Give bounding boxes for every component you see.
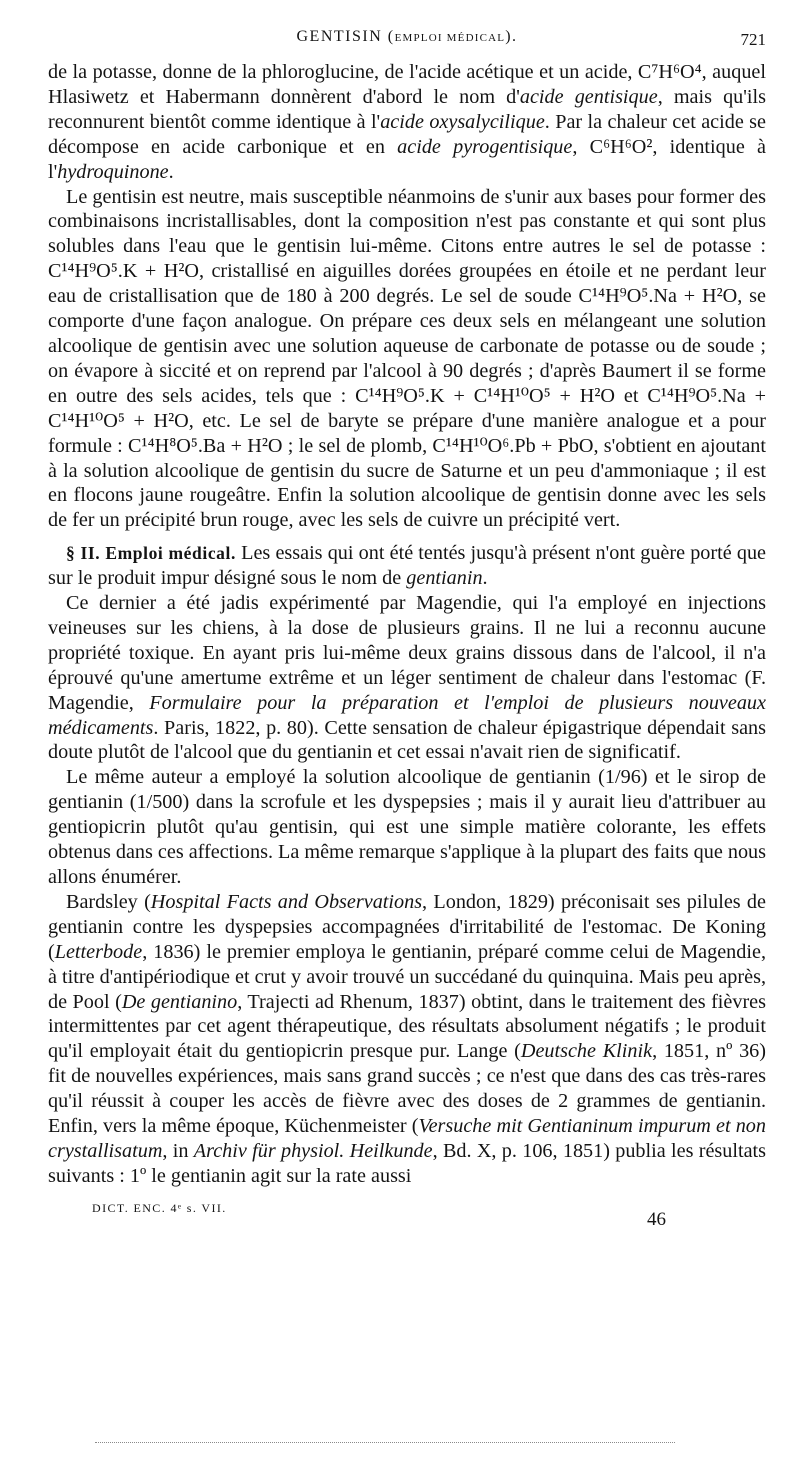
italic-term: hydroquinone xyxy=(57,160,169,183)
text-run: , Bd. X, p. 106, 1851) publia les résultats suivants : 1º le gentianin agit sur la rate aussi xyxy=(48,1139,766,1187)
text-run: , Trajecti ad Rhenum, 1837) obtint, dans le traitement des fièvres intermittentes par cet agent thérapeutique, des résultats absolument négatifs ; le produit qu'il employait était du gentiopicrin presque pur. Lange ( xyxy=(48,990,766,1063)
text-run: , C⁶H⁶O², identique à l' xyxy=(48,135,766,183)
paragraph-acid-decomposition xyxy=(48,60,766,185)
signature-mark: DICT. ENC. 4ᵉ s. VII. xyxy=(92,1200,227,1215)
italic-term: acide pyrogentisique xyxy=(397,135,573,158)
paragraph-bardsley xyxy=(48,890,766,1189)
running-head xyxy=(48,28,766,46)
italic-citation: De gentianino xyxy=(121,990,238,1013)
text-run: . xyxy=(168,160,174,183)
section-gap xyxy=(48,533,766,541)
italic-term: acide oxysalycilique xyxy=(380,110,545,133)
page-footer xyxy=(48,1199,766,1235)
text-run: de la potasse, donne de la phloroglucine, de l'acide acétique et un acide, C⁷H⁶O⁴, auquel Hlasiwetz et Habermann donnèrent d'abord le nom d' xyxy=(48,61,766,108)
italic-citation: Letterbode xyxy=(54,940,143,963)
italic-citation: Versuche mit Gentianinum impurum et non crystallisatum xyxy=(48,1115,766,1162)
text-run: Les essais qui ont été tentés jusqu'à présent n'ont guère porté que sur le produit impur désigné sous le nom de xyxy=(48,542,766,590)
running-head-close: ). xyxy=(505,28,518,45)
paragraph-gentisin-salts xyxy=(48,185,766,534)
book-page xyxy=(48,28,766,1235)
bottom-rule xyxy=(95,1442,675,1443)
italic-citation: Hospital Facts and Observations xyxy=(150,890,423,913)
page-header xyxy=(48,28,766,60)
paragraph-same-author xyxy=(48,765,766,890)
italic-term: acide gentisique xyxy=(519,85,658,108)
text-run: Le même auteur a employé la solution alcoolique de gentianin (1/96) et le sirop de gentianin (1/500) dans la scrofule et les dyspepsies ; mais il y aurait lieu d'attribuer au gentiopicrin plutôt qu'au gentisin, qui est une simple matière colorante, les effets obtenus dans ces affections. La même remarque s'applique à la plupart des faits que nous allons énumérer. xyxy=(48,766,767,888)
page-number: 721 xyxy=(740,30,766,49)
text-run: , 1836) le premier employa le gentianin, préparé comme celui de Magendie, à titre d'antipériodique et crut y avoir trouvé un succédané du quinquina. Mais peu après, de Pool ( xyxy=(48,940,766,1013)
italic-citation: Deutsche Klinik xyxy=(520,1040,653,1063)
paragraph-section-medical-use xyxy=(48,541,766,591)
text-run: . Par la chaleur cet acide se décompose en acide carbonique et en xyxy=(48,110,767,158)
sheet-number: 46 xyxy=(647,1208,666,1230)
text-run: Le gentisin est neutre, mais susceptible néanmoins de s'unir aux bases pour former des combinaisons incristallisables, dont la composition n'est pas constante et qui sont plus solubles dans l'eau que le gentisin lui-même. Citons entre autres le sel de potasse : C¹⁴H⁹O⁵.K + H²O, cristallisé en aiguilles dorées groupées en étoile et ne perdant leur eau de cristallisation que de 180 à 200 degrés. Le sel de soude C¹⁴H⁹O⁵.Na + H²O, se comporte d'une façon analogue. On prépare ces deux sels en mélangeant une solution alcoolique de gentisin avec une solution aqueuse de carbonate de potasse ou de soude ; on évapore à siccité et on reprend par l'alcool à 90 degrés ; d'après Baumert il se forme en outre des sels acides, tels que : C¹⁴H⁹O⁵.K + C¹⁴H¹⁰O⁵ + H²O et C¹⁴H⁹O⁵.Na + C¹⁴H¹⁰O⁵ + H²O, etc. Le sel de baryte se prépare d'une manière analogue et a pour formule : C¹⁴H⁸O⁵.Ba + H²O ; le sel de plomb, C¹⁴H¹⁰O⁶.Pb + PbO, s'obtient en ajoutant à la solution alcoolique de gentisin du sucre de Saturne et un peu d'ammoniaque ; il est en flocons jaune rougeâtre. Enfin la solution alcoolique de gentisin donne avec les sels de fer un précipité brun rouge, avec les sels de cuivre un précipité vert. xyxy=(48,185,766,532)
paragraph-magendie xyxy=(48,591,766,765)
italic-citation: Formulaire pour la préparation et l'emploi de plusieurs nouveaux médicaments xyxy=(48,691,766,739)
running-head-title: GENTISIN ( xyxy=(296,28,395,45)
text-run: , London, 1829) préconisait ses pilules de gentianin contre les dyspepsies accompagnées d'irritabilité de l'estomac. De Koning ( xyxy=(48,890,766,963)
text-run: . Paris, 1822, p. 80). Cette sensation de chaleur épigastrique dépendait sans doute plutôt de l'alcool que du gentianin et cet essai n'avait rien de significatif. xyxy=(48,716,766,764)
italic-citation: Archiv für physiol. Heilkunde xyxy=(193,1139,433,1162)
text-run: , in xyxy=(162,1139,194,1162)
text-run: , 1851, nº 36) fit de nouvelles expériences, mais sans grand succès ; ce n'est que dans des cas très-rares qu'il réussit à couper les accès de fièvre avec des doses de 2 grammes de gentianin. Enfin, vers la même époque, Küchenmeister ( xyxy=(48,1040,766,1138)
running-head-subtitle: EMPLOI MÉDICAL xyxy=(394,32,506,44)
section-heading: § II. Emploi médical. xyxy=(66,543,236,564)
text-run: Ce dernier a été jadis expérimenté par Magendie, qui l'a employé en injections veineuses sur les chiens, à la dose de plusieurs grains. Il ne lui a reconnu aucune propriété toxique. En ayant pris lui-même deux grains dissous dans de l'alcool, il n'a éprouvé qu'une amertume extrême et un léger sentiment de chaleur dans l'estomac (F. Magendie, xyxy=(48,592,766,714)
text-run: . xyxy=(482,567,488,590)
text-run: , mais qu'ils reconnurent bientôt comme identique à l' xyxy=(48,85,766,133)
text-run: Bardsley ( xyxy=(66,890,151,913)
italic-term: gentianin xyxy=(406,567,483,590)
